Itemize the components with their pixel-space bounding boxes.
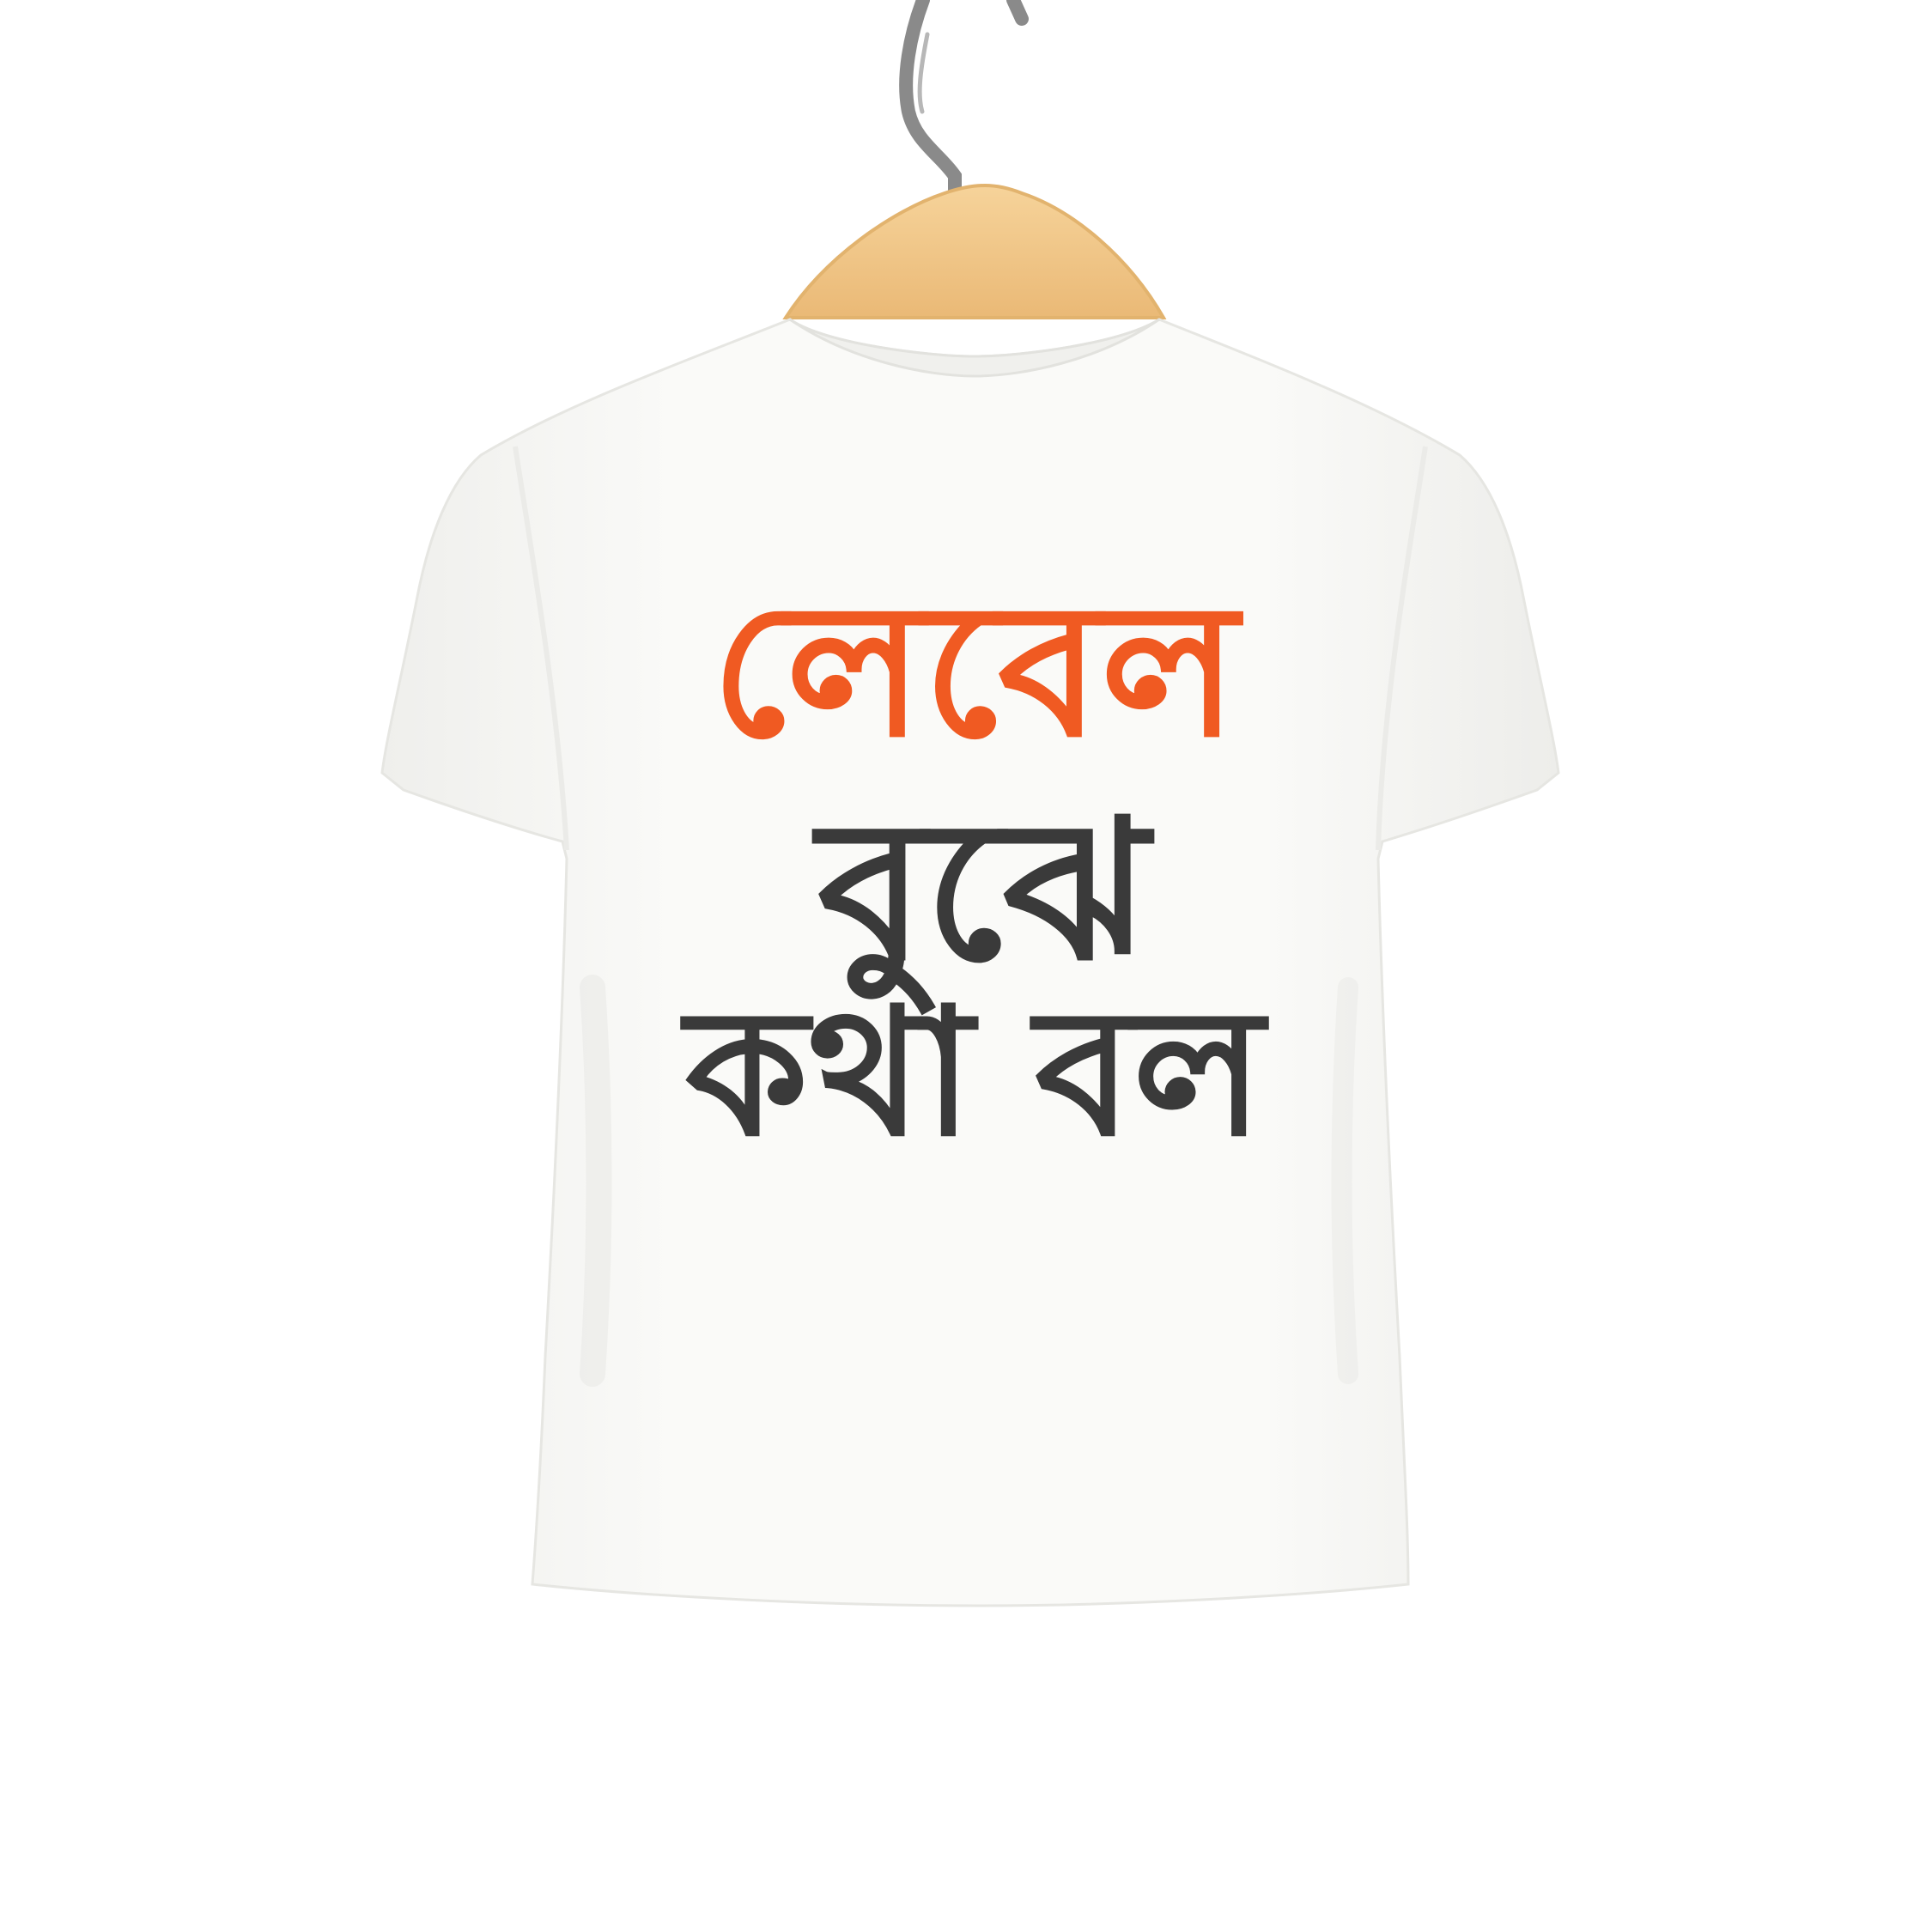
fold-shadow-right xyxy=(1342,987,1349,1374)
print-line-2: বুঝে xyxy=(817,779,1149,1004)
print-line-3: কথা বল xyxy=(685,971,1264,1176)
fold-shadow-left xyxy=(592,987,599,1374)
hanger-hook-tip xyxy=(1013,0,1022,19)
print-line-1: লেবেল xyxy=(711,562,1238,778)
